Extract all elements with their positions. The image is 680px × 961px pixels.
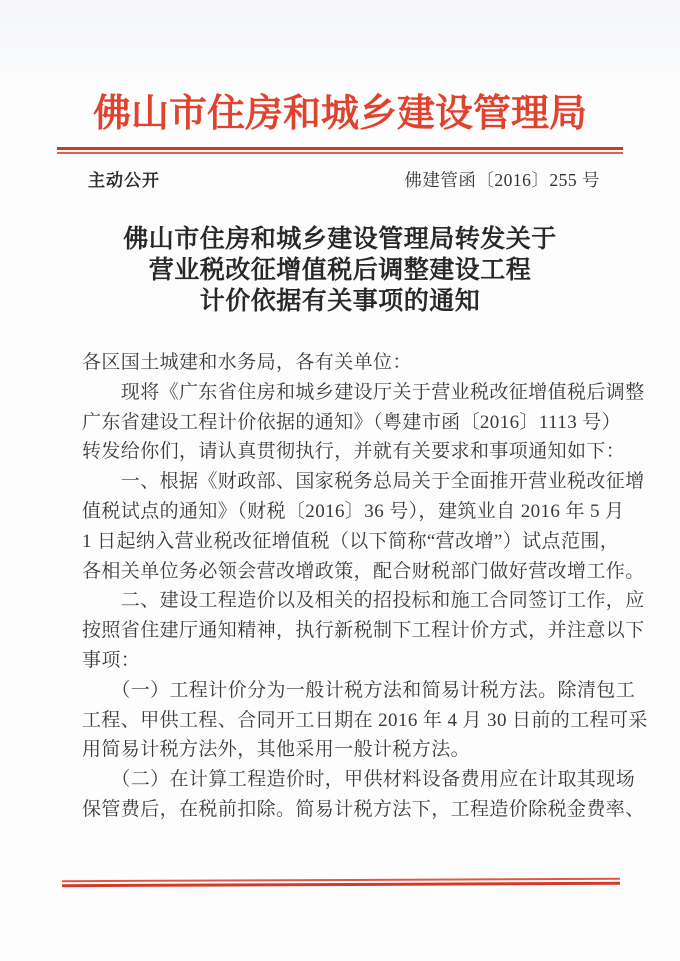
body-line: 一、根据《财政部、国家税务总局关于全面推开营业税改征增 bbox=[82, 471, 645, 493]
body-line: 保管费后，在税前扣除。简易计税方法下，工程造价除税金费率、 bbox=[82, 798, 645, 820]
scan-edge-tint bbox=[0, 0, 680, 92]
body-line: 事项： bbox=[82, 649, 141, 671]
disclosure-label: 主动公开 bbox=[88, 171, 160, 190]
body-line: 1 日起纳入营业税改征增值税（以下简称“营改增”）试点范围， bbox=[82, 530, 620, 552]
document-title bbox=[0, 224, 680, 317]
document-title-line-3: 计价依据有关事项的通知 bbox=[199, 288, 481, 315]
header-red-rule bbox=[57, 147, 623, 154]
body-line: 各相关单位务必领会营改增政策，配合财税部门做好营改增工作。 bbox=[82, 560, 645, 582]
body-line: 广东省建设工程计价依据的通知》（粤建市函〔2016〕1113 号） bbox=[82, 411, 622, 433]
body-line: 各区国土城建和水务局，各有关单位： bbox=[82, 352, 412, 373]
body-line: 工程、甲供工程、合同开工日期在 2016 年 4 月 30 日前的工程可采 bbox=[82, 709, 648, 731]
body-line: （二）在计算工程造价时，甲供材料设备费用应在计取其现场 bbox=[82, 769, 636, 791]
body-line: 按照省住建厅通知精神，执行新税制下工程计价方式，并注意以下 bbox=[82, 620, 645, 642]
footer-red-rule bbox=[62, 878, 620, 887]
body-line: 用简易计税方法外，其他采用一般计税方法。 bbox=[82, 739, 471, 761]
document-body bbox=[82, 348, 648, 825]
body-line: 值税试点的通知》（财税〔2016〕36 号），建筑业自 2016 年 5 月 bbox=[82, 500, 625, 522]
body-line: （一）工程计价分为一般计税方法和简易计税方法。除清包工 bbox=[82, 679, 636, 701]
meta-row bbox=[88, 166, 600, 192]
agency-header: 佛山市住房和城乡建设管理局 bbox=[92, 93, 587, 135]
body-line: 现将《广东省住房和城乡建设厅关于营业税改征增值税后调整 bbox=[82, 381, 645, 403]
document-number: 佛建管函〔2016〕255 号 bbox=[404, 170, 600, 190]
body-line: 转发给你们，请认真贯彻执行，并就有关要求和事项通知如下： bbox=[82, 441, 626, 463]
body-line: 二、建设工程造价以及相关的招投标和施工合同签订工作，应 bbox=[82, 590, 645, 612]
document-title-line-2: 营业税改征增值税后调整建设工程 bbox=[148, 257, 532, 284]
document-title-line-1: 佛山市住房和城乡建设管理局转发关于 bbox=[123, 226, 557, 253]
